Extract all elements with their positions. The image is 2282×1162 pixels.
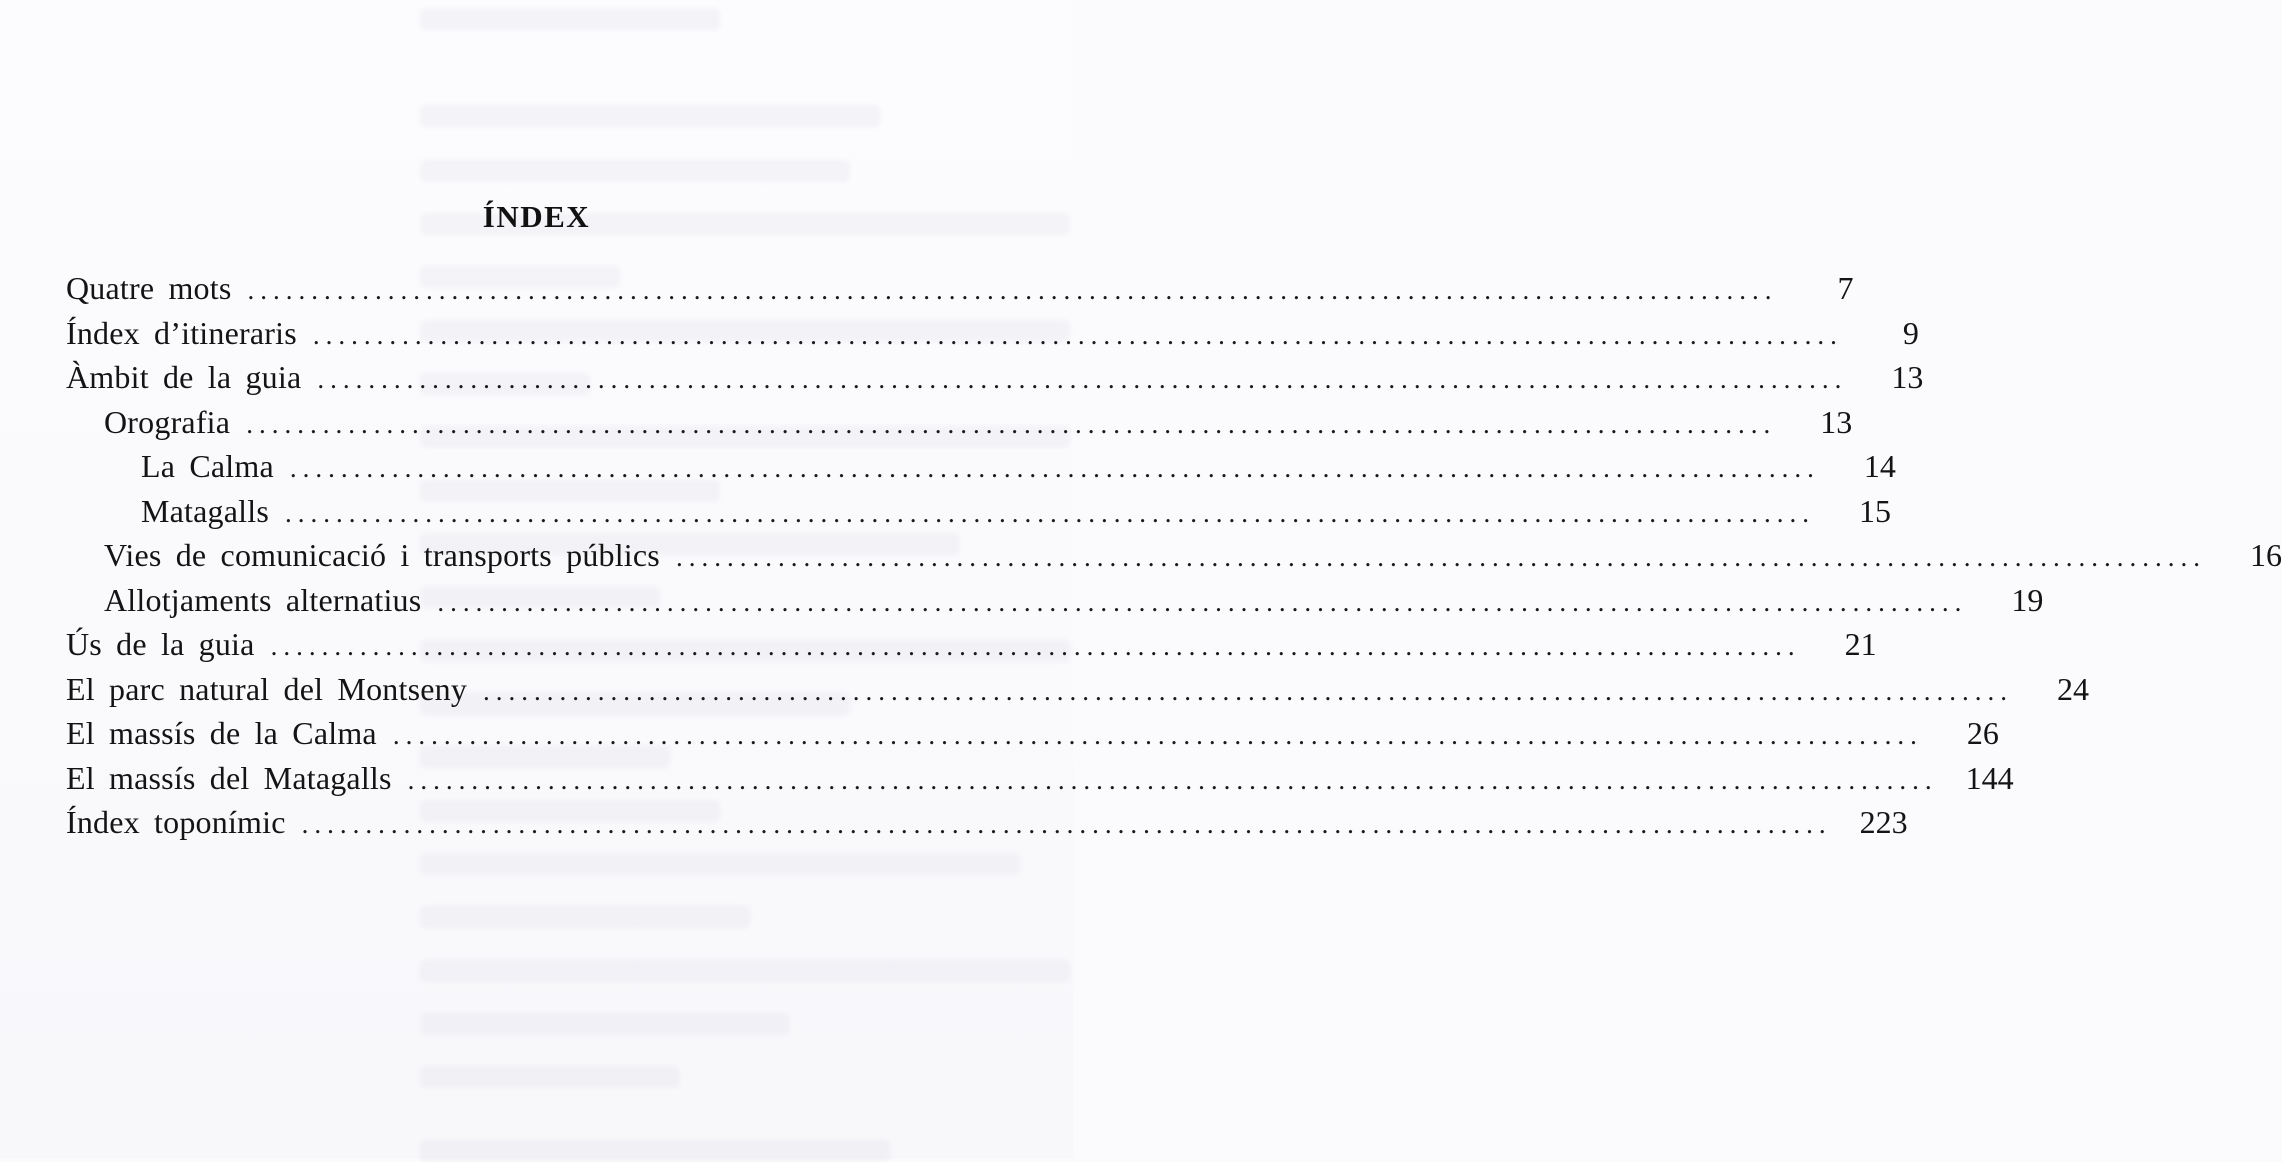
toc-entry-label: Allotjaments alternatius [104,581,422,618]
dot-leader: ........................................................................................................................ [675,542,2206,572]
dot-leader: ........................................................................................................................ [312,319,1843,350]
toc-entry-label: Matagalls [141,492,269,529]
toc-entry [66,578,2044,623]
toc-entry [66,800,1908,845]
dot-leader: ........................................................................................................................ [246,408,1777,439]
toc-entry-label: El massís de la Calma [66,715,377,751]
toc-entry-label: Vies de comunicació i transports públics [104,537,660,573]
toc-entry-page-number: 16 [2249,537,2282,573]
toc-entry-label: La Calma [141,448,274,484]
dot-leader: ........................................................................................................................ [317,364,1848,394]
toc-entry [66,355,1924,400]
dot-leader: ........................................................................................................................ [285,497,1815,528]
toc-entry-page-number: 19 [2011,581,2044,618]
toc-entry-page-number: 21 [1844,626,1877,662]
toc-entry [66,311,1919,356]
toc-entry [66,711,1999,756]
toc-entry-page-number: 15 [1859,492,1891,529]
dot-leader: ........................................................................................................................ [270,631,1801,661]
dot-leader: ........................................................................................................................ [247,275,1778,305]
dot-leader: ........................................................................................................................ [437,586,1968,617]
toc-entry-page-number: 14 [1863,448,1896,484]
toc-entry [66,756,2014,801]
dot-leader: ........................................................................................................................ [289,453,1820,483]
toc-entry-label: Quatre mots [66,270,232,306]
dot-leader: ........................................................................................................................ [301,809,1832,839]
toc-entry-label: Ús de la guia [66,626,255,662]
toc-entry-page-number: 26 [1966,715,1999,751]
toc-entry-page-number: 9 [1902,314,1919,351]
toc-entry-page-number: 13 [1891,359,1924,395]
toc-entry [66,400,1853,445]
toc-entry-label: El parc natural del Montseny [66,670,468,707]
toc-entry-page-number: 24 [2057,670,2090,707]
page-title: ÍNDEX [482,198,591,234]
toc-entry-label: Índex toponímic [66,804,286,840]
table-of-contents [66,266,2282,845]
toc-entry-page-number: 13 [1820,403,1853,440]
toc-entry-page-number: 144 [1965,759,2014,796]
toc-entry-label: Índex d’itineraris [66,314,297,351]
toc-entry [66,622,1877,667]
toc-entry [66,444,1896,489]
toc-entry-page-number: 223 [1859,804,1908,840]
dot-leader: ........................................................................................................................ [483,675,2014,706]
toc-entry-page-number: 7 [1837,270,1854,306]
toc-entry-label: El massís del Matagalls [66,759,392,796]
dot-leader: ........................................................................................................................ [392,720,1923,750]
toc-entry-label: Àmbit de la guia [66,359,302,395]
toc-entry [66,489,1891,534]
toc-entry [66,266,1854,311]
toc-entry-label: Orografia [104,403,231,440]
dot-leader: ........................................................................................................................ [407,764,1938,795]
toc-entry [66,667,2090,712]
toc-entry [66,533,2282,578]
